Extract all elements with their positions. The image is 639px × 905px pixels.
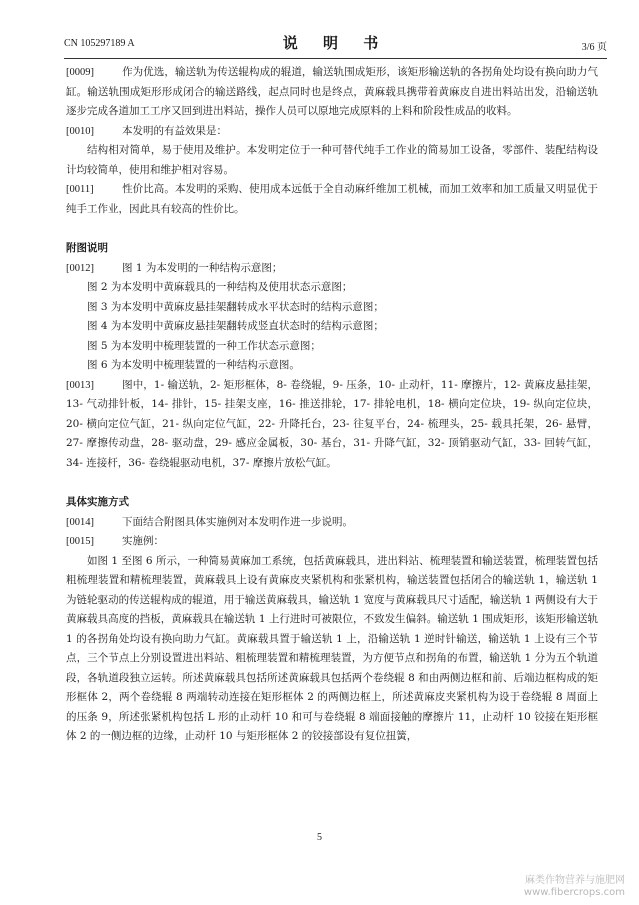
page-number: 5 xyxy=(317,832,322,843)
page-title: 说 明 书 xyxy=(282,34,389,52)
header-rule xyxy=(64,58,607,59)
paragraph-0010 xyxy=(66,122,598,142)
patent-number: CN 105297189 A xyxy=(64,38,135,49)
document-body xyxy=(66,63,598,747)
paragraph-0009 xyxy=(66,63,598,122)
paragraph-tag: [0011] xyxy=(66,184,94,195)
watermark-url: www.fibercrops.com xyxy=(523,887,625,898)
paragraph-text: 下面结合附图具体实施例对本发明作进一步说明。 xyxy=(122,515,353,528)
paragraph-tag: [0013] xyxy=(66,379,94,391)
paragraph-text: 作为优选，输送轨为传送辊构成的辊道，输送轨围成矩形，该矩形输送轨的各拐角处均设有换向助力气缸。输送轨围成矩形形成闭合的输送路线，起点同时也是终点，黄麻载具携带着黄麻皮自进出料站出发，沿输送轨逐步完成各道加工工序又回到进出料站，操作人员可以原地完成原料的上料和阶段性成品的收料。 xyxy=(66,66,598,117)
figure-caption-3: 图 3 为本发明中黄麻皮悬挂架翻转成水平状态时的结构示意图； xyxy=(87,300,384,313)
page-indicator: 3/6 页 xyxy=(581,42,607,53)
paragraph-0012 xyxy=(66,259,598,279)
paragraph-text: 本发明的有益效果是： xyxy=(122,124,227,137)
page-header xyxy=(64,32,607,54)
section-heading-figures: 附图说明 xyxy=(66,242,108,254)
paragraph-tag: [0014] xyxy=(66,516,94,528)
paragraph-tag: [0009] xyxy=(66,67,94,78)
paragraph-tag: [0015] xyxy=(66,536,94,547)
paragraph-tag: [0010] xyxy=(66,125,94,137)
paragraph-text: 图中，1- 输送轨，2- 矩形框体，8- 卷绕辊，9- 压条，10- 止动杆，11- 摩擦片，12- 黄麻皮悬挂架，13- 气动排针板，14- 排针，15- 挂架支座，16- 推送排轮，17- 排轮电机，18- 横向定位块，19- 纵向定位块，20- 横向定位气缸，21- 纵向定位气缸，22- 升降托台，23- 往复平台，24- 梳理头，25- 载具托架，26- 悬臂，27- 摩擦传动盘，28- 驱动盘，29- 感应金属板，30- 基台，31- 升降气缸，32- 顶销驱动气缸，33- 回转气缸，34- 连接杆，36- 卷绕辊驱动电机，37- 摩擦片放松气缸。 xyxy=(66,378,598,469)
paragraph-text: 性价比高。本发明的采购、使用成本远低于全自动麻纤维加工机械，而加工效率和加工质量又明显优于纯手工作业，因此具有较高的性价比。 xyxy=(66,183,598,215)
paragraph-0011 xyxy=(66,180,598,219)
paragraph-0014 xyxy=(66,513,598,533)
paragraph-0015-body: 如图 1 至图 6 所示，一种简易黄麻加工系统，包括黄麻载具，进出料站、梳理装置和输送装置，梳理装置包括粗梳理装置和精梳理装置，黄麻载具上设有黄麻皮夹紧机构和张紧机构，输送装置包括闭合的输送轨 1，输送轨 1 为链轮驱动的传送辊构成的辊道，用于输送黄麻载具，输送轨 1 宽度与黄麻载具尺寸适配，输送轨 1 两侧设有大于黄麻载具高度的挡板，黄麻载具在输送轨 1 上行进时可被限位，不致发生偏斜。输送轨 1 围成矩形，该矩形输送轨 1 的各拐角处均设有换向助力气缸。黄麻载具置于输送轨 1 上，沿输送轨 1 逆时针输送，输送轨 1 上设有三个节点，三个节点上分别设置进出料站、粗梳理装置和精梳理装置，为方便节点和拐角的布置，输送轨 1 分为五个轨道段，各轨道段独立运转。所述黄麻载具包括所述黄麻载具包括两个卷绕辊 8 和由两侧边框和前、后端边框构成的矩形框体 2，两个卷绕辊 8 两端转动连接在矩形框体 2 的两侧边框上，所述黄麻皮夹紧机构为设于卷绕辊 8 周面上的压条 9，所述张紧机构包括 L 形的止动杆 10 和可与卷绕辊 8 端面接触的摩擦片 11，止动杆 10 铰接在矩形框体 2 的一侧边框的边缘，止动杆 10 与矩形框体 2 的铰接部设有复位扭簧， xyxy=(66,554,598,742)
paragraph-text: 实施例： xyxy=(122,535,164,547)
figure-caption-2: 图 2 为本发明中黄麻载具的一种结构及使用状态示意图； xyxy=(87,281,353,293)
paragraph-0010-body: 结构相对简单，易于使用及维护。本发明定位于一种可替代纯手工作业的简易加工设备，零部件、装配结构设计均较简单，使用和维护相对容易。 xyxy=(66,144,598,176)
watermark-site-name: 麻类作物营养与施肥网 xyxy=(525,875,625,886)
section-heading-implementation: 具体实施方式 xyxy=(66,496,129,508)
figure-caption-1: 图 1 为本发明的一种结构示意图； xyxy=(122,261,283,274)
paragraph-0015 xyxy=(66,532,598,552)
figure-caption-5: 图 5 为本发明中梳理装置的一种工作状态示意图； xyxy=(87,339,321,352)
watermark xyxy=(524,875,625,899)
paragraph-0013 xyxy=(66,376,598,474)
paragraph-tag: [0012] xyxy=(66,262,94,274)
figure-caption-6: 图 6 为本发明中梳理装置的一种结构示意图。 xyxy=(87,359,300,371)
figure-caption-4: 图 4 为本发明中黄麻皮悬挂架翻转成竖直状态时的结构示意图； xyxy=(87,320,384,332)
